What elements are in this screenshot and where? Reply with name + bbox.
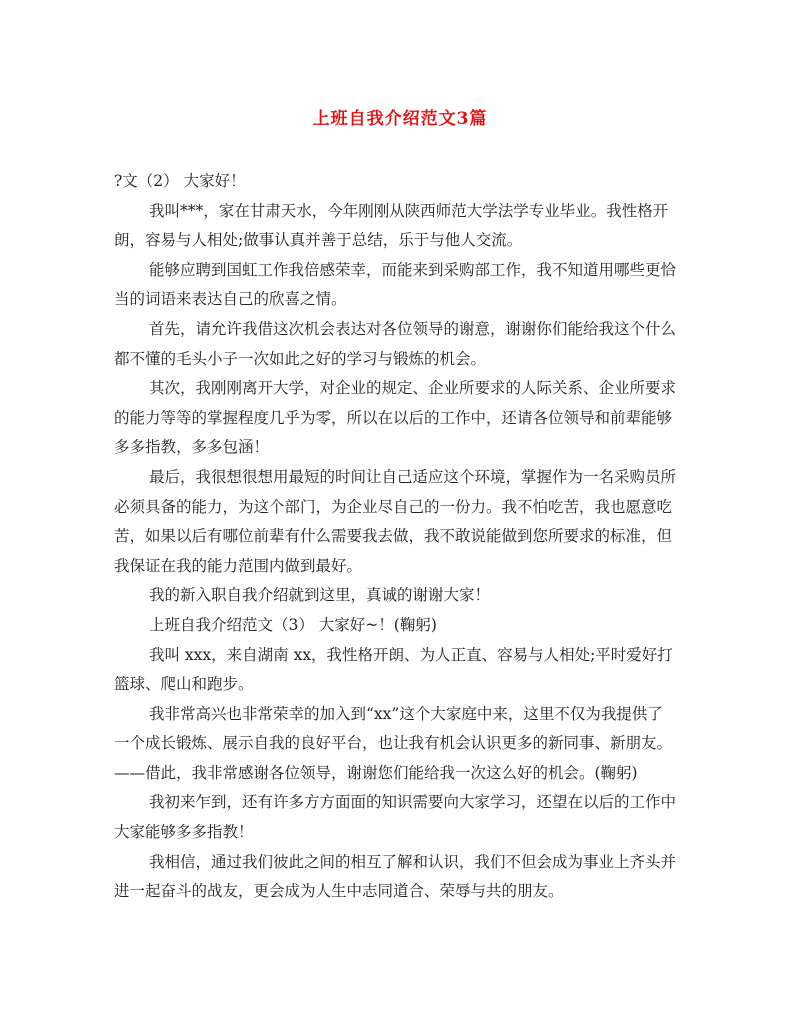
text-line: 的能力等等的掌握程度几乎为零，所以在以后的工作中，还请各位领导和前辈能够 [114, 408, 673, 427]
text-line: 一个成长锻炼、展示自我的良好平台，也让我有机会认识更多的新同事、新朋友。 [114, 734, 673, 753]
text-line: 苦，如果以后有哪位前辈有什么需要我去做，我不敢说能做到您所要求的标准，但 [114, 527, 673, 546]
text-line: 能够应聘到国虹工作我倍感荣幸，而能来到采购部工作，我不知道用哪些更恰 [149, 260, 677, 279]
text-line: 首先，请允许我借这次机会表达对各位领导的谢意，谢谢你们能给我这个什么 [149, 319, 677, 338]
text-line: 篮球、爬山和跑步。 [114, 675, 254, 694]
text-line: 上班自我介绍范文（3） 大家好~！(鞠躬) [149, 615, 437, 634]
text-line: ?文（2） 大家好！ [114, 172, 246, 190]
text-line: 最后，我很想很想用最短的时间让自己适应这个环境，掌握作为一名采购员所 [149, 467, 677, 486]
text-line: 我初来乍到，还有许多方方面面的知识需要向大家学习，还望在以后的工作中 [149, 793, 677, 812]
text-line: 我叫 xxx，来自湖南 xx，我性格开朗、为人正直、容易与人相处;平时爱好打 [149, 645, 673, 664]
text-line: 都不懂的毛头小子一次如此之好的学习与锻炼的机会。 [114, 349, 487, 368]
text-line: 其次，我刚刚离开大学，对企业的规定、企业所要求的人际关系、企业所要求 [149, 379, 677, 398]
text-line: 必须具备的能力，为这个部门，为企业尽自己的一份力。我不怕吃苦，我也愿意吃 [114, 497, 673, 516]
text-line: 多多指教，多多包涵！ [114, 438, 270, 457]
text-line: 我相信，通过我们彼此之间的相互了解和认识，我们不但会成为事业上齐头并 [149, 852, 677, 871]
document-title: 上班自我介绍范文3篇 [312, 109, 488, 129]
text-line: ——借此，我非常感谢各位领导，谢谢您们能给我一次这么好的机会。(鞠躬) [114, 763, 638, 782]
text-line: 我的新入职自我介绍就到这里，真诚的谢谢大家！ [149, 586, 491, 605]
text-line: 我保证在我的能力范围内做到最好。 [114, 556, 363, 575]
text-line: 我非常高兴也非常荣幸的加入到“xx”这个大家庭中来，这里不仅为我提供了 [149, 704, 663, 723]
text-line: 大家能够多多指教！ [114, 823, 254, 842]
text-line: 进一起奋斗的战友，更会成为人生中志同道合、荣辱与共的朋友。 [114, 882, 564, 901]
document-body [114, 167, 692, 907]
text-line: 朗，容易与人相处;做事认真并善于总结，乐于与他人交流。 [114, 231, 523, 250]
text-line: 我叫***，家在甘肃天水，今年刚刚从陕西师范大学法学专业毕业。我性格开 [149, 201, 669, 220]
text-line: 当的词语来表达自己的欣喜之情。 [114, 290, 347, 309]
